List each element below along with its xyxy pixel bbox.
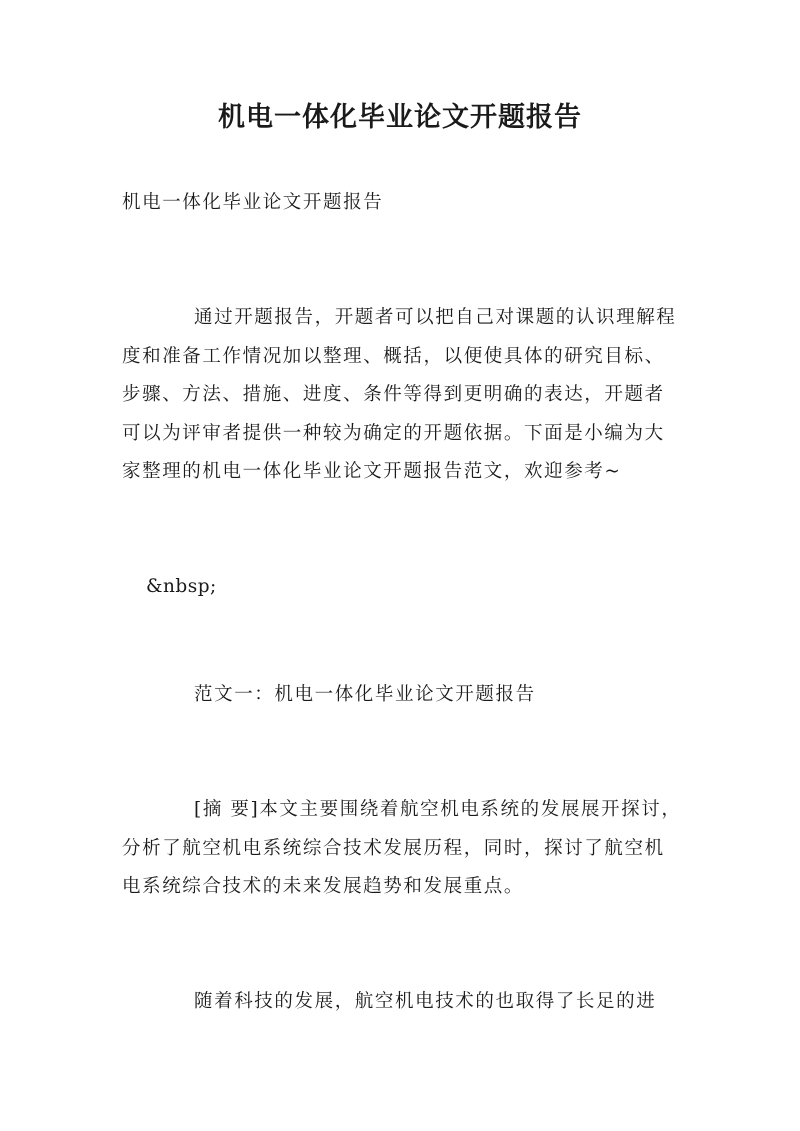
- section-heading: 范文一：机电一体化毕业论文开题报告: [194, 684, 536, 705]
- nbsp-artifact-text: &nbsp;: [146, 576, 217, 597]
- intro-paragraph: 通过开题报告，开题者可以把自己对课题的认识理解程度和准备工作情况加以整理、概括，以便使具体的研究目标、步骤、方法、措施、进度、条件等得到更明确的表达，开题者可以为评审者提供一种较为确定的开题依据。下面是小编为大家整理的机电一体化毕业论文开题报告范文，欢迎参考~: [122, 307, 677, 482]
- body-paragraph: 随着科技的发展，航空机电技术的也取得了长足的进: [194, 991, 657, 1012]
- abstract-paragraph: [摘 要]本文主要围绕着航空机电系统的发展展开探讨，分析了航空机电系统综合技术发展历程，同时，探讨了航空机电系统综合技术的未来发展趋势和发展重点。: [122, 799, 682, 897]
- document-subtitle: 机电一体化毕业论文开题报告: [122, 192, 384, 213]
- document-title: 机电一体化毕业论文开题报告: [218, 102, 582, 133]
